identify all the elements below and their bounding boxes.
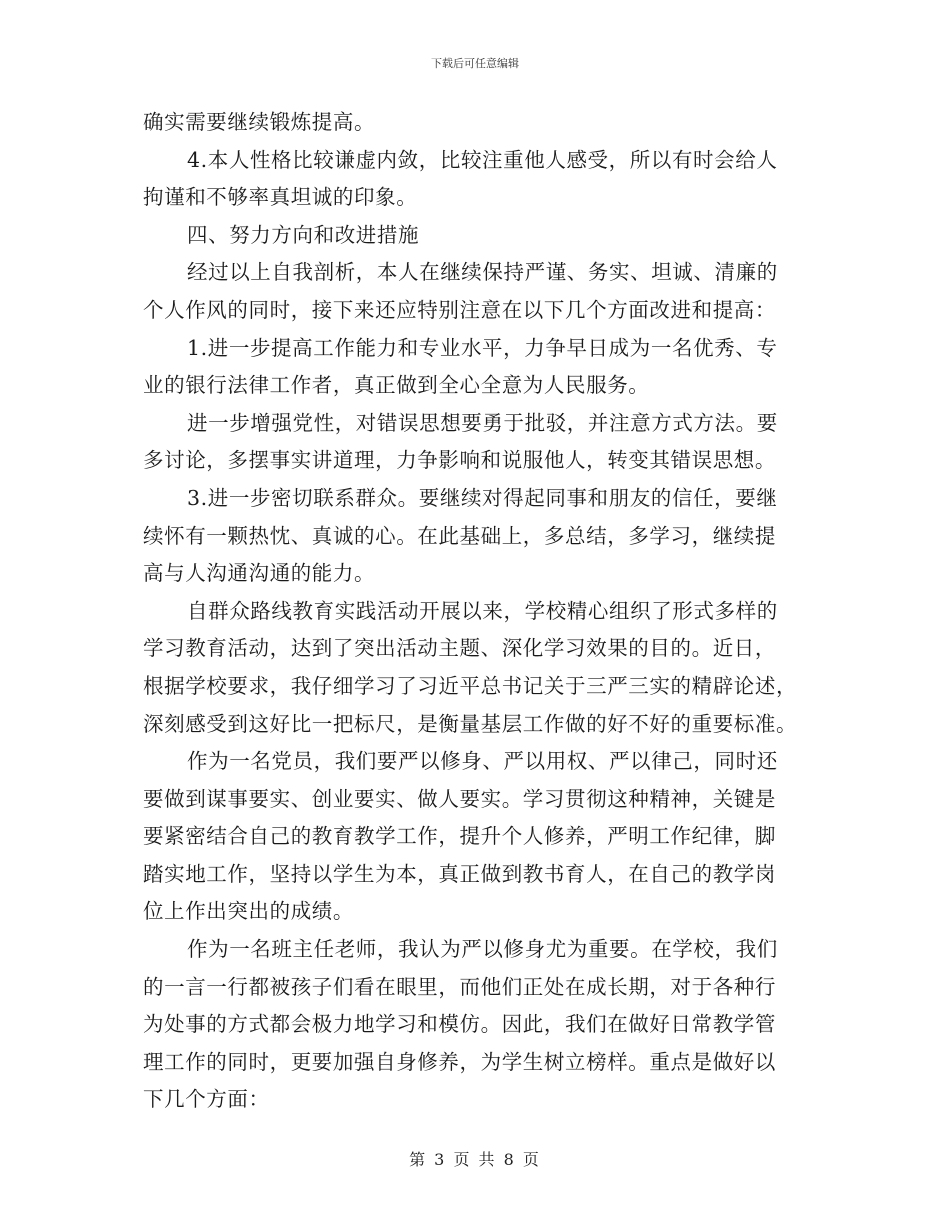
text-line: 4.本人性格比较谦虚内敛，比较注重他人感受，所以有时会给人	[187, 147, 778, 172]
text-line: 深刻感受到这好比一把标尺，是衡量基层工作做的好不好的重要标准。	[143, 711, 798, 736]
text-line: 高与人沟通沟通的能力。	[143, 561, 376, 586]
page-footer: 第 3 页 共 8 页	[409, 1150, 541, 1169]
text-line: 1.进一步提高工作能力和专业水平，力争早日成为一名优秀、专	[187, 335, 778, 360]
text-line: 作为一名党员，我们要严以修身、严以用权、严以律己，同时还	[187, 749, 778, 774]
text-line: 业的银行法律工作者，真正做到全心全意为人民服务。	[143, 373, 650, 398]
text-line: 要紧密结合自己的教育教学工作，提升个人修养，严明工作纪律，脚	[143, 824, 776, 849]
text-line: 为处事的方式都会极力地学习和模仿。因此，我们在做好日常教学管	[143, 1012, 776, 1037]
document-body	[143, 104, 803, 1119]
text-line: 理工作的同时，更要加强自身修养，为学生树立榜样。重点是做好以	[143, 1049, 776, 1074]
text-line: 3.进一步密切联系群众。要继续对得起同事和朋友的信任，要继	[187, 485, 778, 510]
text-line: 个人作风的同时，接下来还应特别注意在以下几个方面改进和提高：	[143, 297, 776, 322]
text-line: 进一步增强党性，对错误思想要勇于批驳，并注意方式方法。要	[187, 410, 778, 435]
text-line: 四、努力方向和改进措施	[187, 222, 420, 247]
text-line: 的一言一行都被孩子们看在眼里，而他们正处在成长期，对于各种行	[143, 974, 776, 999]
text-line: 多讨论，多摆事实讲道理，力争影响和说服他人，转变其错误思想。	[143, 448, 776, 473]
text-line: 自群众路线教育实践活动开展以来，学校精心组织了形式多样的	[187, 598, 778, 623]
text-line: 要做到谋事要实、创业要实、做人要实。学习贯彻这种精神，关键是	[143, 786, 776, 811]
text-line: 续怀有一颗热忱、真诚的心。在此基础上，多总结，多学习，继续提	[143, 523, 776, 548]
text-line: 根据学校要求，我仔细学习了习近平总书记关于三严三实的精辟论述，	[143, 673, 798, 698]
text-line: 作为一名班主任老师，我认为严以修身尤为重要。在学校，我们	[187, 937, 778, 962]
text-line: 位上作出突出的成绩。	[143, 899, 354, 924]
text-line: 下几个方面：	[143, 1087, 270, 1112]
text-line: 拘谨和不够率真坦诚的印象。	[143, 185, 418, 210]
text-line: 踏实地工作，坚持以学生为本，真正做到教书育人，在自己的教学岗	[143, 861, 776, 886]
text-line: 确实需要继续锻炼提高。	[143, 110, 376, 134]
text-line: 学习教育活动，达到了突出活动主题、深化学习效果的目的。近日，	[143, 636, 776, 661]
text-line: 经过以上自我剖析，本人在继续保持严谨、务实、坦诚、清廉的	[187, 260, 778, 285]
page-header: 下载后可任意编辑	[431, 57, 519, 70]
